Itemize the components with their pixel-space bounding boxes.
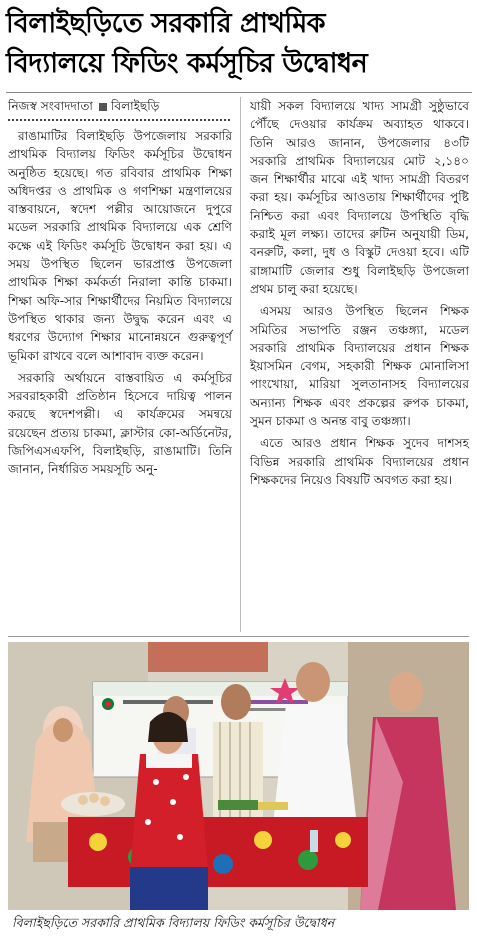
- headline-line-1: বিলাইছড়িতে সরকারি প্রাথমিক: [6, 8, 326, 39]
- article-column-left: [8, 97, 232, 483]
- article-column-right: [250, 97, 469, 493]
- column-divider: [240, 97, 241, 632]
- byline-reporter: নিজস্ব সংবাদদাতা: [8, 99, 93, 113]
- headline-line-2: বিদ্যালয়ে ফিডিং কর্মসূচির উদ্বোধন: [6, 48, 368, 79]
- photo-rule: [8, 636, 469, 637]
- headline: [6, 4, 472, 84]
- article-paragraph: রাঙামাটির বিলাইছড়ি উপজেলায় সরকারি প্রাথমিক বিদ্যালয় ফিডিং কর্মসূচির উদ্বোধন অনুষ্ঠিত হয়েছে। গত রবিবার প্রাথমিক শিক্ষা অধিদপ্তর ও প্রাথমিক ও গণশিক্ষা মন্ত্রণালয়ের বাস্তবায়নে, স্বদেশ পল্লীর আয়োজনে দুপুরে মডেল সরকারি প্রাথমিক বিদ্যালয়ে এক শ্রেণি কক্ষে এই ফিডিং কর্মসূচি উদ্বোধন করা হয়। এ সময় উপস্থিত ছিলেন ভারপ্রাপ্ত উপজেলা প্রাথমিক শিক্ষা কর্মকর্তা নিরালা কান্তি চাকমা। শিক্ষা অফি-সার শিক্ষার্থীদের নিয়মিত বিদ্যালয়ে উপস্থিত থাকার জন্য উদ্বুদ্ধ করেন এবং এ ধরণের উদ্যোগ শিক্ষার মানোন্নয়নে গুরুত্বপূর্ণ ভূমিকা রাখবে বলে আশাবাদ ব্যক্ত করেন।: [8, 129, 232, 363]
- article-paragraph: এসময় আরও উপস্থিত ছিলেন শিক্ষক সমিতির সভাপতি রঞ্জন তঞ্চঙ্গ্যা, মডেল সরকারি প্রাথমিক বিদ্যালয়ের প্রধান শিক্ষক ইয়াসমিন বেগম, সহকারী শিক্ষক মোনালিসা পাংখোয়া, মারিয়া সুলতানাসহ বিদ্যালয়ের অন্যান্য শিক্ষক এবং প্রকল্পের রুপক চাকমা, সুমন চাকমা ও অনন্ত বাবু তঞ্চঙ্গ্যা।: [250, 304, 469, 429]
- byline: [8, 97, 232, 115]
- square-bullet-icon: [99, 103, 107, 111]
- byline-dotted-rule: [8, 117, 230, 121]
- photo-caption: বিলাইছড়িতে সরকারি প্রাথমিক বিদ্যালয় ফিডিং কর্মসূচির উদ্বোধন: [12, 915, 335, 930]
- news-photo: [8, 642, 469, 910]
- article-paragraph: এতে আরও প্রধান শিক্ষক সুদেব দাশসহ বিভিন্ন সরকারি প্রাথমিক বিদ্যালয়ের প্রধান শিক্ষকদের নিয়েও বিষয়টি অবগত করা হয়।: [250, 436, 469, 487]
- byline-location: বিলাইছড়ি: [110, 99, 160, 113]
- article-paragraph: সরকারি অর্থায়নে বাস্তবায়িত এ কর্মসূচির সরবরাহকারী প্রতিষ্ঠান হিসেবে দায়িত্ব পালন করছে স্বদেশপল্লী। এ কার্যক্রমের সমন্বয়ে রয়েছেন প্রত্যয় চাকমা, ক্লাস্টার কো-অর্ডিনেটর, জিপিএসএফপি, বিলাইছড়ি, রাঙামাটি। তিনি জানান, নির্ধারিত সময়সূচি অনু-: [8, 370, 232, 477]
- article-paragraph: যায়ী সকল বিদ্যালয়ে খাদ্য সামগ্রী সুষ্ঠুভাবে পৌঁছে দেওয়ার কার্যক্রম অব্যাহত থাকবে। তিনি আরও জানান, উপজেলার ৪৩টি সরকারি প্রাথমিক বিদ্যালয়ের মোট ২,১৪০ জন শিক্ষার্থীর মাঝে এই খাদ্য সামগ্রী বিতরণ করা হয়। কর্মসূচির আওতায় শিক্ষার্থীদের পুষ্টি নিশ্চিত করা এবং বিদ্যালয়ে উপস্থিতি বৃদ্ধি করাই মূল লক্ষ্য। তাদের রুটিন অনুযায়ী ডিম, বনরুটি, কলা, দুধ ও বিস্কুট দেওয়া হবে। এটি রাঙ্গামাটি জেলার শুধু বিলাইছড়ি উপজেলা প্রথম চালু করা হয়েছে।: [250, 99, 469, 296]
- headline-rule: [6, 92, 472, 93]
